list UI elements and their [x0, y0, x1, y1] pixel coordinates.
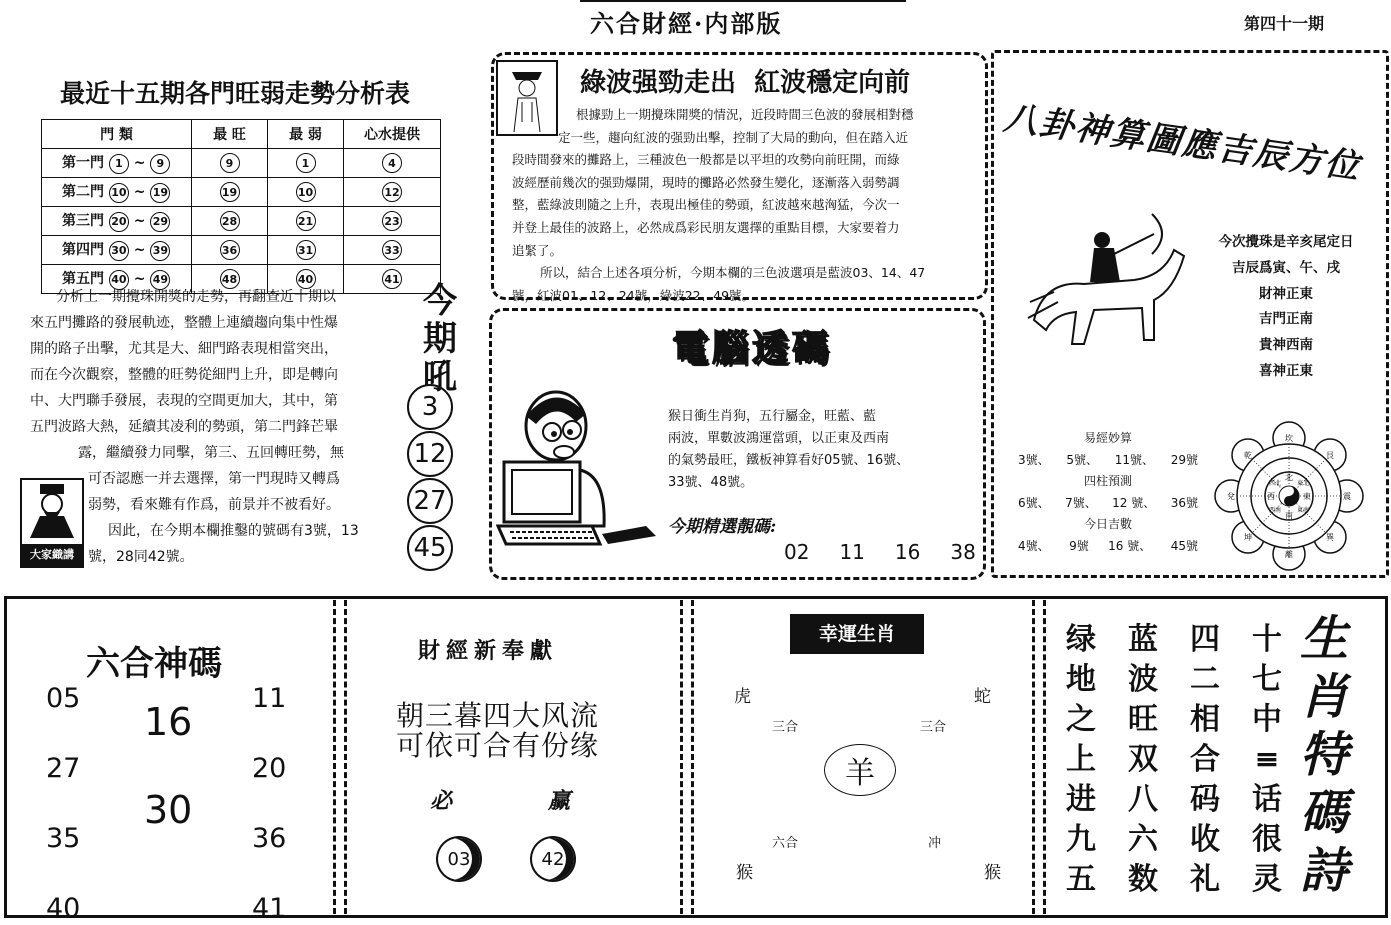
poem-char: 收	[1190, 822, 1220, 857]
analysis-line: 來五門攤路的發展軌迹，整體上連續趨向集中性爆	[30, 315, 338, 331]
sizhu-label: 四柱預測	[1083, 474, 1132, 488]
weak-value: 31	[296, 240, 316, 260]
chong-label: 冲	[928, 836, 942, 851]
pick-label: 今期精選靚碼:	[668, 517, 777, 537]
compass-gen: 艮	[1326, 451, 1334, 460]
liuhe-number: 05	[46, 683, 81, 714]
tip-value: 4	[382, 153, 402, 173]
sanhe-label: 三合	[772, 720, 799, 735]
poem-char: 地	[1066, 662, 1096, 697]
compass-kun: 坤	[1244, 533, 1252, 542]
bagua-compass	[1213, 420, 1365, 572]
poem-char: 中	[1252, 702, 1282, 737]
lucky-ball: 42	[532, 838, 574, 880]
lucky-ball: 03	[438, 838, 480, 880]
roar-title	[416, 282, 464, 396]
liuhe-number: 11	[252, 683, 287, 714]
poem-char: 旺	[1128, 702, 1158, 737]
range-start: 1	[109, 154, 129, 174]
weak-value: 1	[296, 153, 316, 173]
gate-name: 第一門	[62, 155, 104, 172]
sizhu-number: 6號、	[1018, 495, 1050, 510]
poem-columns	[1066, 620, 1282, 900]
lucky-title: 幸運生肖	[790, 614, 924, 654]
strong-value: 36	[220, 240, 240, 260]
sizhu-number: 12 號、	[1112, 495, 1156, 510]
roar-char: 吼	[423, 357, 457, 397]
yijing-number: 3號、	[1018, 452, 1050, 467]
today-number: 16 號、	[1108, 538, 1152, 553]
computer-line: 兩波，單數波鴻運當頭，以正東及西南	[668, 431, 890, 446]
poem-char: 蓝	[1128, 622, 1158, 657]
tip-value: 41	[382, 269, 402, 289]
today-label: 今日吉數	[1083, 517, 1132, 531]
table-header-row	[42, 120, 441, 149]
table-row: 第三門 20 ~ 29 28 21 23	[42, 207, 441, 236]
roar-number: 12	[407, 431, 453, 477]
poem-char: 七	[1252, 662, 1282, 697]
sizhu-number: 36號	[1170, 495, 1198, 510]
poem-char: 六	[1128, 822, 1158, 857]
wave-line: 追緊了。	[512, 242, 563, 258]
range-end: 49	[150, 270, 170, 290]
caijing-title: 財經新奉獻	[418, 638, 559, 664]
poem-column	[1252, 620, 1282, 900]
compass-west: 西	[1267, 492, 1275, 501]
stamp-text: 大家織講	[22, 544, 82, 566]
today-number: 45號	[1170, 538, 1198, 553]
poem-column	[1128, 620, 1158, 900]
compass-kan: 坎	[1285, 434, 1293, 443]
poem-char: 波	[1128, 662, 1158, 697]
caijing-line: 朝三暮四大风流	[396, 699, 600, 732]
liuhe-right	[252, 664, 286, 925]
yijing-number: 11號、	[1114, 452, 1154, 467]
wave-line: 號，紅波01、12、24號，綠波22、49號。	[512, 287, 755, 303]
gate-name: 第三門	[62, 213, 104, 230]
roar-number: 45	[407, 525, 453, 571]
range-end: 19	[150, 183, 170, 203]
computer-line: 33號、48號。	[668, 475, 754, 490]
poem-char: 话	[1252, 782, 1282, 817]
divider	[1032, 600, 1046, 914]
zodiac-snake: 蛇	[974, 687, 991, 707]
wave-text	[512, 104, 984, 307]
compass-south: 南	[1285, 511, 1293, 520]
liuhe-center-number: 16	[144, 700, 193, 744]
yijing-number: 29號	[1170, 452, 1198, 467]
trend-table	[41, 119, 441, 294]
liuhe-number: 35	[46, 823, 81, 854]
compass-zhen: 震	[1343, 492, 1351, 501]
weak-value: 21	[296, 211, 316, 231]
liuhe-title: 六合神碼	[86, 644, 222, 684]
zodiac-goat: 羊	[845, 756, 875, 791]
table-row: 第四門 30 ~ 39 36 31 33	[42, 236, 441, 265]
computer-title: 電腦透碼	[672, 328, 833, 369]
wave-line: 波經歷前幾次的强勁爆開，現時的攤路必然發生變化，逐漸落入弱勢調	[512, 174, 900, 190]
poem-char: 合	[1190, 742, 1220, 777]
poem-char: 八	[1128, 782, 1158, 817]
range-start: 20	[109, 212, 129, 232]
poem-title-char: 特	[1300, 727, 1349, 783]
analysis-line: 開的路子出擊，尤其是大、細門路表現相當突出，	[30, 341, 338, 357]
strong-value: 9	[220, 153, 240, 173]
table-row: 第一門 1 ~ 9 9 1 4	[42, 149, 441, 178]
compass-xun: 巽	[1326, 533, 1334, 542]
poem-char: 四	[1190, 622, 1220, 657]
wave-line: 并登上最佳的波路上，必然成爲彩民朋友選擇的重點目標，大家要着力	[512, 219, 900, 235]
bagua-info-line: 貴神西南	[1259, 337, 1313, 354]
tip-value: 12	[382, 182, 402, 202]
sizhu-number: 7號、	[1065, 495, 1097, 510]
sanhe-label: 三合	[920, 720, 947, 735]
compass-qian: 乾	[1244, 451, 1252, 460]
analysis-line: 而在今次觀察，整體的旺勢從細門上升，即是轉向	[30, 367, 338, 383]
stamp-illustration	[20, 478, 84, 568]
cartoon-computer-icon	[496, 386, 666, 556]
analysis-line: 因此，在今期本欄推鑿的號碼有3號，13	[108, 523, 359, 539]
strong-value: 48	[220, 269, 240, 289]
poem-char: 礼	[1190, 862, 1220, 897]
compass-southwest: 西南	[1268, 508, 1282, 514]
tip-value: 33	[382, 240, 402, 260]
poem-char: 五	[1066, 862, 1096, 897]
poem-char: 十	[1252, 622, 1282, 657]
wave-line: 段時間發來的攤路上，三種波色一般都是以平坦的攻勢向前旺開，而綠	[512, 152, 900, 168]
pick-number: 11	[839, 540, 865, 564]
poem-char: ≡	[1254, 742, 1280, 777]
analysis-text	[30, 284, 410, 570]
roar-number: 3	[407, 384, 453, 430]
gate-name: 第五門	[62, 271, 104, 288]
analysis-line: 分析上一期攪珠開獎的走勢，再翻查近十期以	[56, 289, 336, 305]
gate-name: 第四門	[62, 242, 104, 259]
table-row: 第五門 40 ~ 49 48 40 41	[42, 265, 441, 294]
caijing-bi: 必	[430, 788, 453, 814]
roar-char: 期	[423, 319, 457, 359]
bagua-info-line: 今次攪珠是辛亥尾定日	[1218, 234, 1354, 250]
range-start: 40	[109, 270, 129, 290]
tip-value: 23	[382, 211, 402, 231]
caijing-line: 可依可合有份缘	[396, 729, 600, 762]
bagua-info-line: 吉辰爲寅、午、戌	[1232, 259, 1340, 276]
masthead-rule	[580, 0, 906, 2]
zodiac-tiger: 虎	[734, 687, 751, 707]
compass-southeast: 東南	[1296, 508, 1310, 514]
liuhe-number: 36	[252, 823, 287, 854]
strong-value: 28	[220, 211, 240, 231]
pick-number: 02	[784, 540, 810, 564]
compass-li: 離	[1285, 550, 1293, 559]
yijing-label: 易經妙算	[1083, 431, 1132, 445]
computer-line: 猴日衝生肖狗，五行屬金，旺藍、藍	[668, 409, 877, 424]
bagua-info-line: 喜神正東	[1259, 362, 1313, 379]
poem-char: 九	[1066, 822, 1096, 857]
roar-char: 今	[423, 281, 457, 321]
range-end: 39	[150, 241, 170, 261]
sage-icon	[22, 480, 82, 540]
compass-northeast: 東北	[1296, 481, 1310, 487]
weak-value: 10	[296, 182, 316, 202]
today-number: 9號	[1069, 538, 1089, 553]
wave-title: 綠波强勁走出 紅波穩定向前	[580, 68, 911, 98]
poem-char: 二	[1190, 662, 1220, 697]
poem-char: 双	[1128, 742, 1158, 777]
poem-char: 数	[1128, 862, 1158, 897]
yijing-number: 5號、	[1066, 452, 1098, 467]
range-start: 10	[109, 183, 129, 203]
poem-char: 之	[1066, 702, 1096, 737]
poem-title-char: 生	[1300, 611, 1349, 667]
poem-char: 码	[1190, 782, 1220, 817]
gate-name: 第二門	[62, 184, 104, 201]
wave-line: 根據勁上一期攪珠開獎的情況，近段時間三色波的發展相對穩	[576, 107, 914, 122]
liuhe-number: 40	[46, 893, 81, 924]
computer-line: 的氣勢最旺，鐵板神算看好05號、16號、	[668, 453, 910, 468]
liuhe-number: 20	[252, 753, 287, 784]
horse-archer-icon	[1024, 210, 1194, 360]
analysis-line: 號，28同42號。	[88, 549, 194, 565]
caijing-ying: 赢	[548, 788, 571, 814]
poem-title-char: 詩	[1300, 843, 1349, 899]
analysis-line: 中、大門聯手發展，表現的空間更加大，其中，第	[30, 393, 338, 409]
liuhe-center-number: 30	[144, 788, 193, 832]
poem-title-char: 碼	[1300, 785, 1349, 841]
poem-column	[1066, 620, 1096, 900]
table-header: 門 類	[42, 120, 192, 149]
zodiac-center-ring	[824, 744, 896, 796]
liuhe-number: 27	[46, 753, 81, 784]
wave-line: 整，藍綠波則隨之上升，表現出極佳的勢頭，紅波越來越洶猛，今次一	[512, 197, 900, 213]
table-header: 最 旺	[192, 120, 268, 149]
wave-line: 所以，結合上述各項分析，今期本欄的三色波選項是藍波03、14、47	[540, 265, 926, 281]
pick-numbers	[784, 540, 976, 564]
divider	[333, 600, 347, 914]
range-start: 30	[109, 241, 129, 261]
compass-northwest: 西北	[1268, 481, 1282, 487]
weak-value: 40	[296, 269, 316, 289]
liuhe-label: 六合	[772, 836, 799, 851]
poem-char: 相	[1190, 702, 1220, 737]
bagua-title: 八卦神算圖應吉辰方位	[1001, 97, 1364, 188]
liuhe-number: 41	[252, 893, 287, 924]
analysis-line: 露，繼續發力同擊，第三、五回轉旺勢，無	[78, 445, 344, 461]
bagua-info-line: 財神正東	[1259, 285, 1313, 302]
range-end: 9	[150, 154, 170, 174]
table-row: 第二門 10 ~ 19 19 10 12	[42, 178, 441, 207]
table-header: 心水提供	[344, 120, 441, 149]
bagua-info	[1196, 230, 1376, 385]
bagua-numbers	[1018, 428, 1198, 557]
analysis-line: 五門波路大熱，延續其凌利的勢頭，第二門鋒芒畢	[30, 419, 338, 435]
poem-char: 进	[1066, 782, 1096, 817]
zodiac-monkey: 猴	[984, 863, 1001, 883]
computer-text	[668, 406, 958, 494]
liuhe-left	[46, 664, 80, 925]
poem-column	[1190, 620, 1220, 900]
poem-title-char: 肖	[1300, 669, 1349, 725]
today-number: 4號、	[1018, 538, 1050, 553]
trend-table-title: 最近十五期各門旺弱走勢分析表	[60, 79, 411, 108]
analysis-line: 弱勢，看來難有作爲，前景并不被看好。	[88, 497, 340, 513]
wave-line: 定一些，趨向紅波的强勁出擊，控制了大局的動向，但在踏入近	[558, 129, 909, 145]
divider	[680, 600, 694, 914]
poem-char: 绿	[1066, 622, 1096, 657]
compass-east: 東	[1303, 492, 1311, 501]
zodiac-monkey: 猴	[736, 863, 753, 883]
pick-number: 16	[894, 540, 921, 564]
poem-char: 很	[1252, 822, 1282, 857]
compass-north: 北	[1285, 473, 1293, 482]
compass-dui: 兌	[1227, 492, 1235, 501]
masthead: 六合財經·内部版	[590, 9, 783, 38]
poem-char: 上	[1066, 742, 1096, 777]
pick-number: 38	[950, 540, 976, 564]
issue-number: 第四十一期	[1244, 14, 1325, 33]
table-header: 最 弱	[268, 120, 344, 149]
strong-value: 19	[220, 182, 240, 202]
range-end: 29	[150, 212, 170, 232]
poem-title	[1300, 610, 1348, 900]
roar-number: 27	[407, 478, 453, 524]
bagua-info-line: 吉門正南	[1259, 311, 1313, 328]
analysis-line: 可否認應一并去選擇，第一門現時又轉爲	[88, 471, 340, 487]
poem-char: 灵	[1252, 862, 1282, 897]
